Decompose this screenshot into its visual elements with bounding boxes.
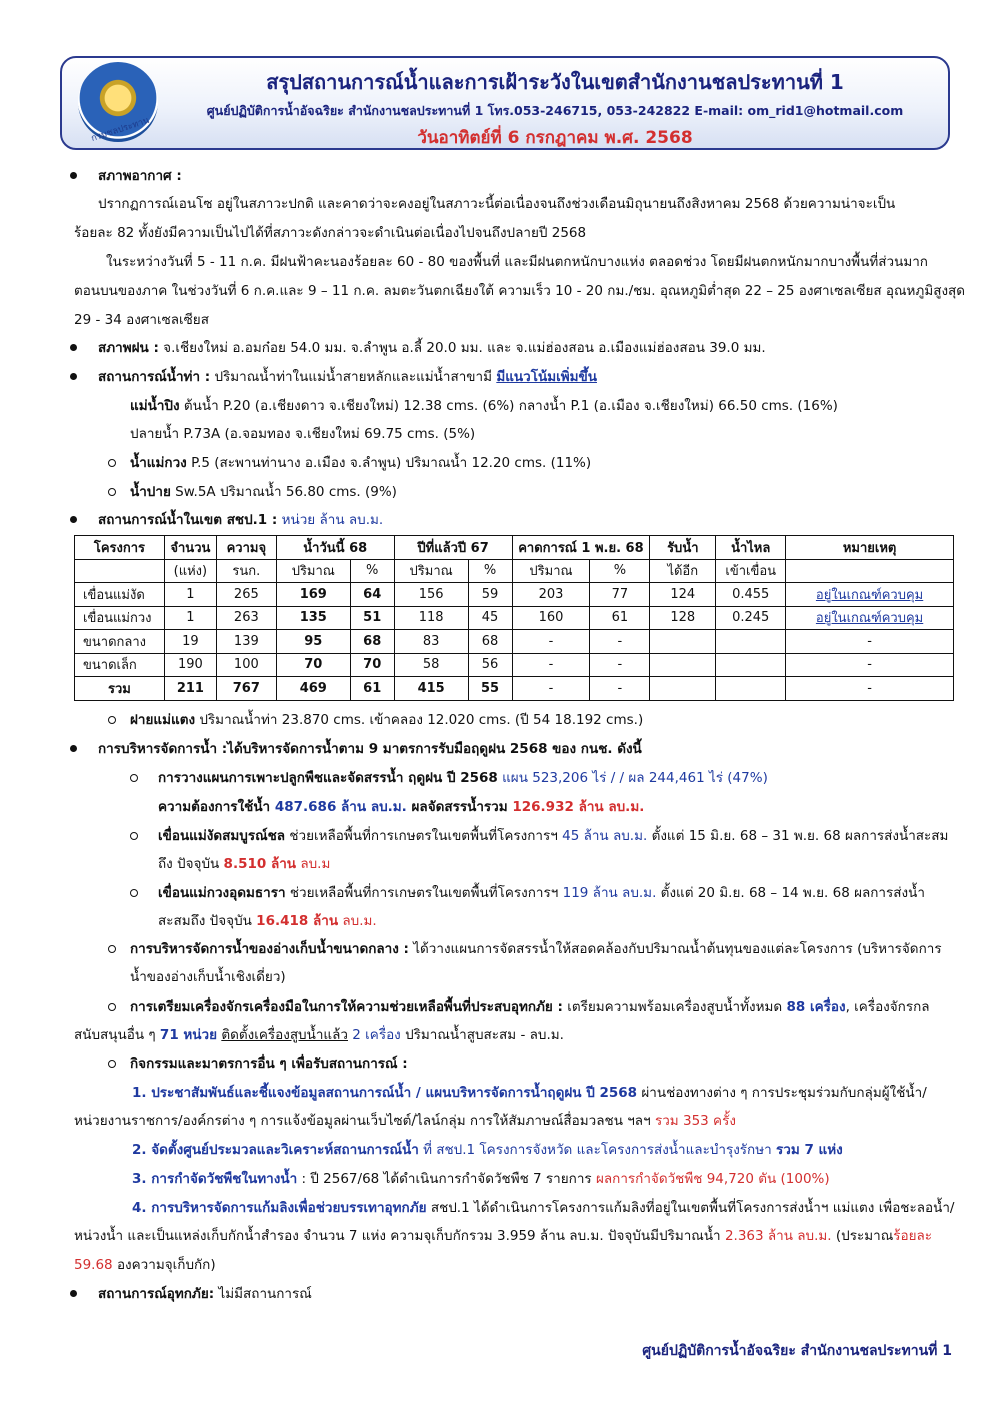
cell-inflow: 0.455 [716, 583, 786, 607]
medium-line1: การบริหารจัดการน้ำของอ่างเก็บน้ำขนาดกลาง : ได้วางแผนการจัดสรรน้ำให้สอดคล้องกับปริมาณน้ำต้นทุนของแต่ละโครงการ (บริหารจัดการ [130, 941, 942, 957]
management-heading: การบริหารจัดการน้ำ :ได้บริหารจัดการน้ำตาม 9 มาตรการรับมือฤดูฝน 2568 ของ กนช. ดังนี้ [98, 741, 642, 757]
cell-pf: - [590, 653, 650, 677]
cell-v67: 415 [394, 677, 468, 701]
machine-line2: สนับสนุนอื่น ๆ 71 หน่วย ติดตั้งเครื่องสูบน้ำแล้ว 2 เครื่อง ปริมาณน้ำสูบสะสม - ลบ.ม. [74, 1027, 564, 1043]
logo-text: กรมชลประทาน [90, 115, 151, 145]
cell-vf: 160 [512, 606, 590, 630]
bullet-icon [70, 516, 77, 523]
cell-inflow: 0.245 [716, 606, 786, 630]
cell-v67: 118 [394, 606, 468, 630]
contact-line: ศูนย์ปฏิบัติการน้ำอัจฉริยะ สำนักงานชลประทานที่ 1 โทร.053-246715, 053-242822 E-mail: om_rid1@hotmail.com [206, 103, 904, 118]
machine-line1: การเตรียมเครื่องจักรเครื่องมือในการให้ความช่วยเหลือพื้นที่ประสบอุทกภัย : เตรียมความพร้อมเครื่องสูบน้ำทั้งหมด 88 เครื่อง, เครื่องจักรกล [130, 999, 930, 1015]
volume-header: ปริมาณ [276, 559, 350, 583]
cell-p67: 45 [468, 606, 512, 630]
volume-header: ปริมาณ [512, 559, 590, 583]
header-blank [75, 559, 165, 583]
medium-line2: น้ำของอ่างเก็บน้ำเชิงเดี่ยว) [130, 969, 286, 985]
activity-4-line3: 59.68 องความจุเก็บกัก) [74, 1257, 216, 1273]
circle-bullet-icon [108, 488, 116, 496]
col-inflow: น้ำไหล [716, 536, 786, 560]
bullet-icon [70, 172, 77, 179]
plan-line1: การวางแผนการเพาะปลูกพืชและจัดสรรน้ำ ฤดูฝน ปี 2568 แผน 523,206 ไร่ / / ผล 244,461 ไร่ (47%) [158, 770, 768, 786]
activity-1-line1: 1. ประชาสัมพันธ์และชี้แจงข้อมูลสถานการณ์น้ำ / แผนบริหารจัดการน้ำฤดูฝน ปี 2568 ผ่านช่องทางต่าง ๆ การประชุมร่วมกับกลุ่มผู้ใช้น้ำ/ [132, 1085, 927, 1101]
table-row [75, 630, 954, 654]
bullet-icon [70, 344, 77, 351]
reservoir-table [74, 535, 954, 701]
cell-vf: - [512, 677, 590, 701]
weather-p1-line1: ปรากฏการณ์เอนโซ อยู่ในสภาวะปกติ และคาดว่าจะคงอยู่ในสภาวะนี้ต่อเนื่องจนถึงช่วงเดือนมิถุนายนถึงสิงหาคม 2568 ด้วยความน่าจะเป็น [98, 196, 896, 212]
cell-inflow [716, 630, 786, 654]
col-project: โครงการ [75, 536, 165, 560]
cell-count: 1 [164, 583, 216, 607]
report-date: วันอาทิตย์ที่ 6 กรกฎาคม พ.ศ. 2568 [417, 128, 693, 148]
weather-p2-line3: 29 - 34 องศาเซลเซียส [74, 312, 209, 328]
inflow-sub: เข้าเขื่อน [716, 559, 786, 583]
activity-heading: กิจกรรมและมาตรการอื่น ๆ เพื่อรับสถานการณ์ : [130, 1056, 408, 1072]
count-unit: (แห่ง) [164, 559, 216, 583]
ngat-line1: เขื่อนแม่งัดสมบูรณ์ชล ช่วยเหลือพื้นที่การเกษตรในเขตพื้นที่โครงการฯ 45 ล้าน ลบ.ม. ตั้งแต่ 15 มิ.ย. 68 – 31 พ.ย. 68 ผลการส่งน้ำสะสม [158, 828, 949, 844]
circle-bullet-icon [130, 774, 138, 782]
col-receive: รับน้ำ [650, 536, 716, 560]
cell-v68: 95 [276, 630, 350, 654]
cell-p67: 68 [468, 630, 512, 654]
rain-line: สภาพฝน : จ.เชียงใหม่ อ.อมก๋อย 54.0 มม. จ.ลำพูน อ.ลี้ 20.0 มม. และ จ.แม่ฮ่องสอน อ.เมืองแม่ฮ่องสอน 39.0 มม. [98, 340, 766, 356]
cell-note: - [786, 653, 954, 677]
kuang-dam-line1: เขื่อนแม่กวงอุดมธารา ช่วยเหลือพื้นที่การเกษตรในเขตพื้นที่โครงการฯ 119 ล้าน ลบ.ม. ตั้งแต่ 20 มิ.ย. 68 – 14 พ.ย. 68 ผลการส่งน้ำ [158, 885, 925, 901]
cell-note: อยู่ในเกณฑ์ควบคุม [786, 583, 954, 607]
cell-vf: - [512, 653, 590, 677]
cell-pf: 61 [590, 606, 650, 630]
cell-cap: 263 [216, 606, 276, 630]
reservoir-heading: สถานการณ์น้ำในเขต สชป.1 : หน่วย ล้าน ลบ.ม. [98, 512, 384, 528]
cell-v67: 58 [394, 653, 468, 677]
cell-recv [650, 653, 716, 677]
cell-cap: 265 [216, 583, 276, 607]
ngat-line2: ถึง ปัจจุบัน 8.510 ล้าน ลบ.ม [158, 856, 331, 872]
pct-header: % [590, 559, 650, 583]
pai-line: น้ำปาย Sw.5A ปริมาณน้ำ 56.80 cms. (9%) [130, 484, 397, 500]
cell-v68: 169 [276, 583, 350, 607]
circle-bullet-icon [108, 459, 116, 467]
pct-header: % [468, 559, 512, 583]
col-today: น้ำวันนี้ 68 [276, 536, 394, 560]
cell-inflow [716, 653, 786, 677]
footer-office: ศูนย์ปฏิบัติการน้ำอัจฉริยะ สำนักงานชลประทานที่ 1 [642, 1343, 952, 1359]
cell-p68: 51 [350, 606, 394, 630]
weir-line: ฝายแม่แตง ปริมาณน้ำท่า 23.870 cms. เข้าคลอง 12.020 cms. (ปี 54 18.192 cms.) [130, 712, 644, 728]
cell-cap: 100 [216, 653, 276, 677]
receive-sub: ได้อีก [650, 559, 716, 583]
cell-count: 1 [164, 606, 216, 630]
remark-blank [786, 559, 954, 583]
kuang-line: น้ำแม่กวง P.5 (สะพานท่านาง อ.เมือง จ.ลำพูน) ปริมาณน้ำ 12.20 cms. (11%) [130, 455, 592, 471]
cell-p67: 55 [468, 677, 512, 701]
circle-bullet-icon [108, 1003, 116, 1011]
bullet-icon [70, 1290, 77, 1297]
flood-line: สถานการณ์อุทกภัย: ไม่มีสถานการณ์ [98, 1286, 312, 1302]
pct-header: % [350, 559, 394, 583]
cell-pf: - [590, 630, 650, 654]
bullet-icon [70, 373, 77, 380]
table-row [75, 677, 954, 701]
cell-pf: 77 [590, 583, 650, 607]
cell-count: 190 [164, 653, 216, 677]
cell-vf: 203 [512, 583, 590, 607]
activity-1-line2: หน่วยงานราชการ/องค์กรต่าง ๆ การแจ้งข้อมูลผ่านเว็บไซต์/ไลน์กลุ่ม การให้สัมภาษณ์สื่อมวลชน ฯลฯ รวม 353 ครั้ง [74, 1113, 736, 1129]
runoff-line: สถานการณ์น้ำท่า : ปริมาณน้ำท่าในแม่น้ำสายหลักและแม่น้ำสาขามี มีแนวโน้มเพิ่มขึ้น [98, 369, 597, 385]
weather-p1-line2: ร้อยละ 82 ทั้งยังมีความเป็นไปได้ที่สภาวะดังกล่าวจะดำเนินต่อเนื่องไปจนถึงปลายปี 2568 [74, 225, 587, 241]
cell-note: - [786, 630, 954, 654]
weather-p2-line1: ในระหว่างวันที่ 5 - 11 ก.ค. มีฝนฟ้าคะนองร้อยละ 60 - 80 ของพื้นที่ และมีฝนตกหนักบางแห่ง ตลอดช่วง โดยมีฝนตกหนักมากบางพื้นที่ส่วนมาก [106, 254, 928, 270]
table-row [75, 606, 954, 630]
cell-p67: 59 [468, 583, 512, 607]
cell-name: รวม [75, 677, 165, 701]
cell-v67: 156 [394, 583, 468, 607]
cell-pf: - [590, 677, 650, 701]
cell-v68: 135 [276, 606, 350, 630]
cell-count: 211 [164, 677, 216, 701]
capacity-unit: รนก. [216, 559, 276, 583]
ping-line1: แม่น้ำปิง ต้นน้ำ P.20 (อ.เชียงดาว จ.เชียงใหม่) 12.38 cms. (6%) กลางน้ำ P.1 (อ.เมือง จ.เชียงใหม่) 66.50 cms. (16%) [130, 398, 838, 414]
cell-count: 19 [164, 630, 216, 654]
ping-line2: ปลายน้ำ P.73A (อ.จอมทอง จ.เชียงใหม่ 69.75 cms. (5%) [130, 426, 476, 442]
kuang-dam-line2: สะสมถึง ปัจจุบัน 16.418 ล้าน ลบ.ม. [158, 913, 377, 929]
runoff-trend: มีแนวโน้มเพิ่มขึ้น [496, 369, 597, 385]
page-title: สรุปสถานการณ์น้ำและการเฝ้าระวังในเขตสำนักงานชลประทานที่ 1 [266, 70, 844, 94]
circle-bullet-icon [130, 832, 138, 840]
cell-cap: 767 [216, 677, 276, 701]
cell-v67: 83 [394, 630, 468, 654]
circle-bullet-icon [108, 1060, 116, 1068]
col-capacity: ความจุ [216, 536, 276, 560]
activity-4-line2: หน่วงน้ำ และเป็นแหล่งเก็บกักน้ำสำรอง จำนวน 7 แห่ง ความจุเก็บกักรวม 3.959 ล้าน ลบ.ม. ปัจจุบันมีปริมาณน้ำ 2.363 ล้าน ลบ.ม. (ประมาณร้อยละ [74, 1228, 933, 1244]
col-forecast: คาดการณ์ 1 พ.ย. 68 [512, 536, 650, 560]
volume-header: ปริมาณ [394, 559, 468, 583]
col-last-year: ปีที่แล้วปี 67 [394, 536, 512, 560]
cell-v68: 70 [276, 653, 350, 677]
cell-recv [650, 630, 716, 654]
cell-name: ขนาดกลาง [75, 630, 165, 654]
circle-bullet-icon [130, 889, 138, 897]
cell-v68: 469 [276, 677, 350, 701]
cell-p68: 64 [350, 583, 394, 607]
cell-p68: 68 [350, 630, 394, 654]
bullet-icon [70, 745, 77, 752]
circle-bullet-icon [108, 716, 116, 724]
cell-cap: 139 [216, 630, 276, 654]
plan-line2: ความต้องการใช้น้ำ 487.686 ล้าน ลบ.ม. ผลจัดสรรน้ำรวม 126.932 ล้าน ลบ.ม. [158, 799, 645, 815]
cell-recv: 124 [650, 583, 716, 607]
cell-inflow [716, 677, 786, 701]
cell-name: ขนาดเล็ก [75, 653, 165, 677]
cell-recv: 128 [650, 606, 716, 630]
cell-p68: 70 [350, 653, 394, 677]
col-count: จำนวน [164, 536, 216, 560]
cell-name: เขื่อนแม่กวง [75, 606, 165, 630]
cell-note: - [786, 677, 954, 701]
cell-recv [650, 677, 716, 701]
cell-p67: 56 [468, 653, 512, 677]
cell-note: อยู่ในเกณฑ์ควบคุม [786, 606, 954, 630]
activity-2: 2. จัดตั้งศูนย์ประมวลและวิเคราะห์สถานการณ์น้ำ ที่ สชป.1 โครงการจังหวัด และโครงการส่งน้ำและบำรุงรักษา รวม 7 แห่ง [132, 1142, 843, 1158]
table-row [75, 653, 954, 677]
activity-3: 3. การกำจัดวัชพืชในทางน้ำ : ปี 2567/68 ได้ดำเนินการกำจัดวัชพืช 7 รายการ ผลการกำจัดวัชพืช 94,720 ตัน (100%) [132, 1171, 830, 1187]
activity-4-line1: 4. การบริหารจัดการแก้มลิงเพื่อช่วยบรรเทาอุทกภัย สชป.1 ได้ดำเนินการโครงการแก้มลิงที่อยู่ในเขตพื้นที่โครงการส่งน้ำฯ แม่แตง เพื่อชะลอน้ำ/ [132, 1200, 955, 1216]
weather-p2-line2: ตอนบนของภาค ในช่วงวันที่ 6 ก.ค.และ 9 – 11 ก.ค. ลมตะวันตกเฉียงใต้ ความเร็ว 10 - 20 กม./ชม. อุณหภูมิต่ำสุด 22 – 25 องศาเซลเซียส อุณหภูมิสูงสุด [74, 283, 966, 299]
table-row [75, 583, 954, 607]
weather-heading: สภาพอากาศ : [98, 168, 182, 184]
cell-p68: 61 [350, 677, 394, 701]
col-remark: หมายเหตุ [786, 536, 954, 560]
cell-vf: - [512, 630, 590, 654]
cell-name: เขื่อนแม่งัด [75, 583, 165, 607]
circle-bullet-icon [108, 945, 116, 953]
